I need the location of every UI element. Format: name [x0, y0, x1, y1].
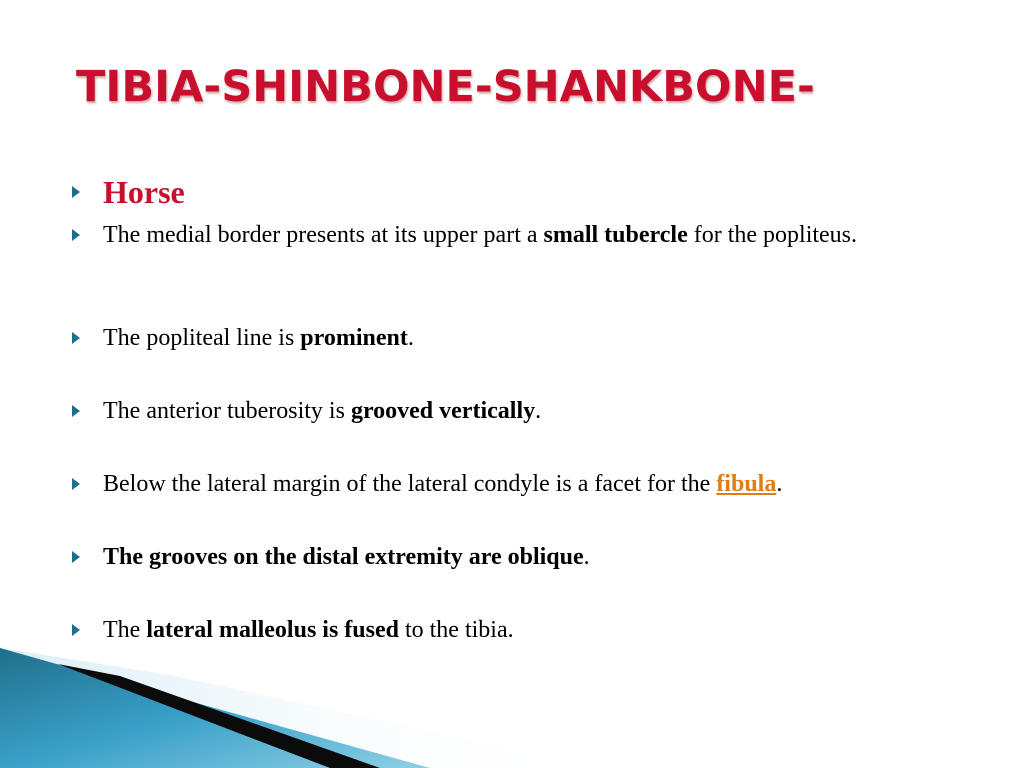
bullet-text-bold: lateral malleolus is fused — [146, 617, 399, 643]
bullet-text-part: The popliteal line is — [103, 325, 301, 351]
bullet-text-part: . — [776, 471, 783, 497]
bullet-text-part: The medial border presents at its upper part a — [103, 222, 544, 248]
bullet-text-bold: prominent — [300, 325, 408, 351]
bullet-text-part: . — [407, 325, 414, 351]
bullet-text-bold: small tubercle — [543, 222, 688, 248]
bullet-text-part: . — [535, 398, 542, 424]
bullet-text: Horse — [103, 174, 185, 210]
bullet-text-part: Below the lateral margin of the lateral condyle is a facet for the — [103, 471, 717, 497]
bullet-text-bold: The grooves on the distal extremity are oblique — [103, 544, 584, 570]
bullet-text-part: to the tibia. — [398, 617, 514, 643]
bullet-text-part: The anterior tuberosity is — [103, 398, 351, 424]
slide-title: TIBIA-SHINBONE-SHANKBONE- — [76, 62, 815, 112]
bullet-text-part: . — [583, 544, 590, 570]
bullet-text-part: The — [103, 617, 147, 643]
bullet-text-part: for the popliteus. — [687, 222, 858, 248]
bullet-text-bold: grooved vertically — [350, 398, 536, 424]
fibula-link[interactable]: fibula — [716, 471, 777, 497]
